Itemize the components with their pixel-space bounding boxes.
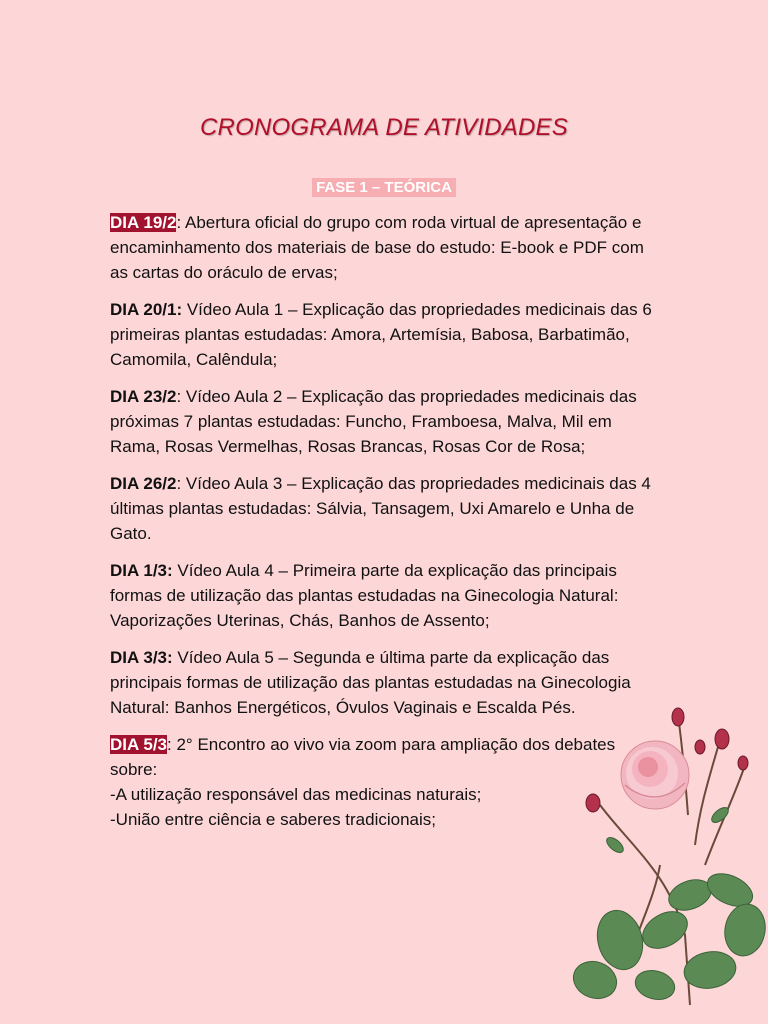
entry-bullet-line: -União entre ciência e saberes tradicionais; xyxy=(110,810,437,829)
schedule-entry xyxy=(110,471,666,546)
entry-text: Vídeo Aula 5 – Segunda e última parte da explicação das principais formas de utilização das plantas estudadas na Ginecologia Natural: Banhos Energéticos, Óvulos Vaginais e Escalda Pés. xyxy=(110,648,631,717)
entry-text: 2° Encontro ao vivo via zoom para ampliação dos debates sobre: xyxy=(110,735,616,779)
entry-text: Abertura oficial do grupo com roda virtual de apresentação e encaminhamento dos materiais de base do estudo: E-book e PDF com as cartas do oráculo de ervas; xyxy=(110,213,644,282)
entry-bullet-line: -A utilização responsável das medicinas naturais; xyxy=(110,785,482,804)
entry-text: Vídeo Aula 4 – Primeira parte da explicação das principais formas de utilização das plantas estudadas na Ginecologia Natural: Vaporizações Uterinas, Chás, Banhos de Assento; xyxy=(110,561,619,630)
entry-day: DIA 19/2 xyxy=(110,213,177,232)
phase-heading-wrap xyxy=(0,178,768,197)
entry-text: : Vídeo Aula 3 – Explicação das propriedades medicinais das 4 últimas plantas estudadas: Sálvia, Tansagem, Uxi Amarelo e Unha de Gato. xyxy=(110,474,651,543)
entry-separator: : xyxy=(176,213,182,232)
schedule-entry xyxy=(110,297,666,372)
entry-text: : Vídeo Aula 2 – Explicação das propriedades medicinais das próximas 7 plantas estudadas: Funcho, Framboesa, Malva, Mil em Rama, Rosas Vermelhas, Rosas Brancas, Rosas Cor de Rosa; xyxy=(110,387,637,456)
rose-illustration xyxy=(560,695,768,1010)
schedule-entry xyxy=(110,384,666,459)
entry-day: DIA 23/2 xyxy=(110,387,177,406)
entry-day: DIA 26/2 xyxy=(110,474,177,493)
rose-flower xyxy=(621,741,689,809)
entry-day: DIA 3/3: xyxy=(110,648,173,667)
entry-day: DIA 20/1: xyxy=(110,300,183,319)
phase-heading: FASE 1 – TEÓRICA xyxy=(312,178,456,197)
rose-leaves xyxy=(568,805,768,1005)
schedule-entry xyxy=(110,558,666,633)
entry-day: DIA 1/3: xyxy=(110,561,173,580)
page-title: CRONOGRAMA DE ATIVIDADES xyxy=(200,114,568,141)
entry-text: Vídeo Aula 1 – Explicação das propriedades medicinais das 6 primeiras plantas estudadas: Amora, Artemísia, Babosa, Barbatimão, Camomila, Calêndula; xyxy=(110,300,652,369)
schedule-entry xyxy=(110,210,666,285)
entry-day: DIA 5/3 xyxy=(110,735,168,754)
entry-separator: : xyxy=(167,735,172,754)
